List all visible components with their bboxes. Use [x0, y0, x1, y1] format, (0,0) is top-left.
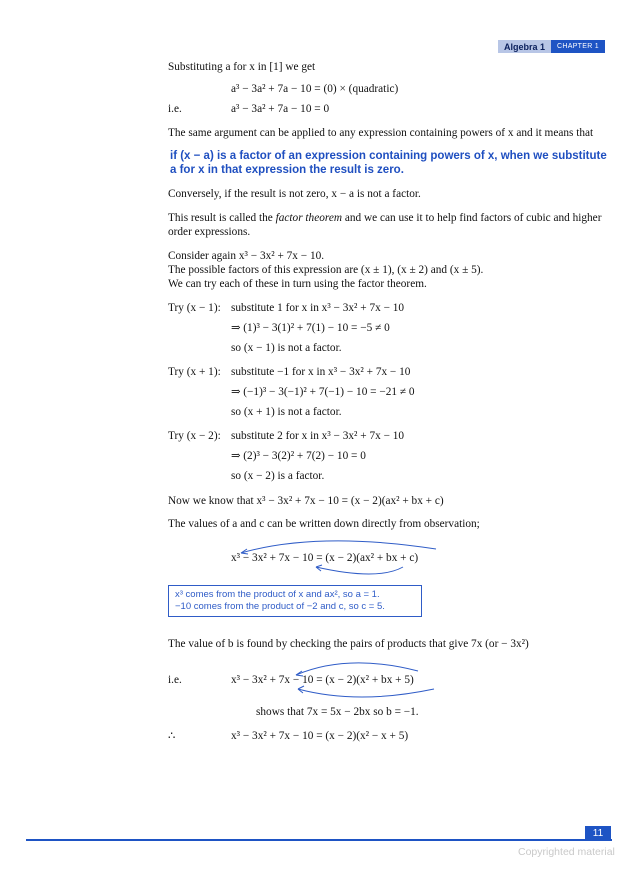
equation-row-5 — [168, 705, 608, 719]
paragraph-try-each: We can try each of these in turn using the factor theorem. — [168, 278, 427, 290]
try1-substitute: substitute 1 for x in x³ − 3x² + 7x − 10 — [231, 302, 405, 314]
page-body — [168, 60, 608, 743]
copyright-watermark: Copyrighted material — [518, 846, 615, 858]
equation-3: x³ − 3x² + 7x − 10 = (x − 2)(ax² + bx + c) — [231, 552, 419, 564]
try-label-2: Try (x + 1): — [168, 366, 221, 378]
try3-calculation: ⇒ (2)³ − 3(2)² + 7(2) − 10 = 0 — [231, 450, 366, 462]
ie-label: i.e. — [168, 103, 182, 115]
page-number: 11 — [585, 826, 611, 841]
try2-calculation: ⇒ (−1)³ − 3(−1)² + 7(−1) − 10 = −21 ≠ 0 — [231, 386, 415, 398]
note-a-value: x³ comes from the product of x and ax², so a = 1. — [175, 589, 380, 600]
equation-1: a³ − 3a² + 7a − 10 = (0) × (quadratic) — [231, 83, 399, 95]
equation-row-1 — [168, 82, 608, 96]
try-block-3 — [168, 429, 608, 443]
paragraph-substituting: Substituting a for x in [1] we get — [168, 61, 316, 73]
note-c-value: −10 comes from the product of −2 and c, so c = 5. — [175, 601, 385, 612]
equation-row-4 — [168, 673, 608, 687]
paragraph-consider-again: Consider again x³ − 3x² + 7x − 10. — [168, 250, 325, 262]
try-label-3: Try (x − 2): — [168, 430, 221, 442]
try1-conclusion: so (x − 1) is not a factor. — [231, 342, 342, 354]
try-block-2 — [168, 365, 608, 379]
therefore-symbol: ∴ — [168, 730, 176, 742]
footer-rule — [26, 839, 612, 841]
try1-calculation: ⇒ (1)³ − 3(1)² + 7(1) − 10 = −5 ≠ 0 — [231, 322, 390, 334]
book-title: Algebra 1 — [498, 40, 551, 53]
ie-label-2: i.e. — [168, 674, 182, 686]
paragraph-values-a-c: The values of a and c can be written down directly from observation; — [168, 518, 480, 530]
equation-2: a³ − 3a² + 7a − 10 = 0 — [231, 103, 330, 115]
equation-row-6 — [168, 729, 608, 743]
paragraph-possible-factors: The possible factors of this expression are (x ± 1), (x ± 2) and (x ± 5). — [168, 264, 484, 276]
try3-substitute: substitute 2 for x in x³ − 3x² + 7x − 10 — [231, 430, 405, 442]
equation-6: x³ − 3x² + 7x − 10 = (x − 2)(x² − x + 5) — [231, 730, 409, 742]
running-header — [498, 40, 605, 53]
factor-theorem-term: factor theorem — [275, 212, 343, 224]
try2-conclusion: so (x + 1) is not a factor. — [231, 406, 342, 418]
try-block-1 — [168, 301, 608, 315]
paragraph-conversely: Conversely, if the result is not zero, x − a is not a factor. — [168, 188, 421, 200]
try2-substitute: substitute −1 for x in x³ − 3x² + 7x − 10 — [231, 366, 411, 378]
equation-5: shows that 7x = 5x − 2bx so b = −1. — [256, 706, 419, 718]
try3-conclusion: so (x − 2) is a factor. — [231, 470, 325, 482]
equation-4: x³ − 3x² + 7x − 10 = (x − 2)(x² + bx + 5) — [231, 674, 414, 686]
chapter-label: CHAPTER 1 — [551, 40, 605, 53]
observation-note-box — [168, 585, 422, 617]
paragraph-now-we-know: Now we know that x³ − 3x² + 7x − 10 = (x − 2)(ax² + bx + c) — [168, 495, 444, 507]
equation-row-2 — [168, 102, 608, 116]
equation-row-3 — [168, 551, 608, 565]
factor-theorem-statement: if (x − a) is a factor of an expression containing powers of x, when we substitute a for x in that expression the result is zero. — [170, 150, 607, 176]
paragraph-same-argument: The same argument can be applied to any expression containing powers of x and it means that — [168, 127, 594, 139]
try-label-1: Try (x − 1): — [168, 302, 221, 314]
paragraph-factor-theorem: This result is called the factor theorem and we can use it to help find factors of cubic and higher order expressions. — [168, 212, 602, 238]
paragraph-value-of-b: The value of b is found by checking the pairs of products that give 7x (or − 3x²) — [168, 638, 529, 650]
